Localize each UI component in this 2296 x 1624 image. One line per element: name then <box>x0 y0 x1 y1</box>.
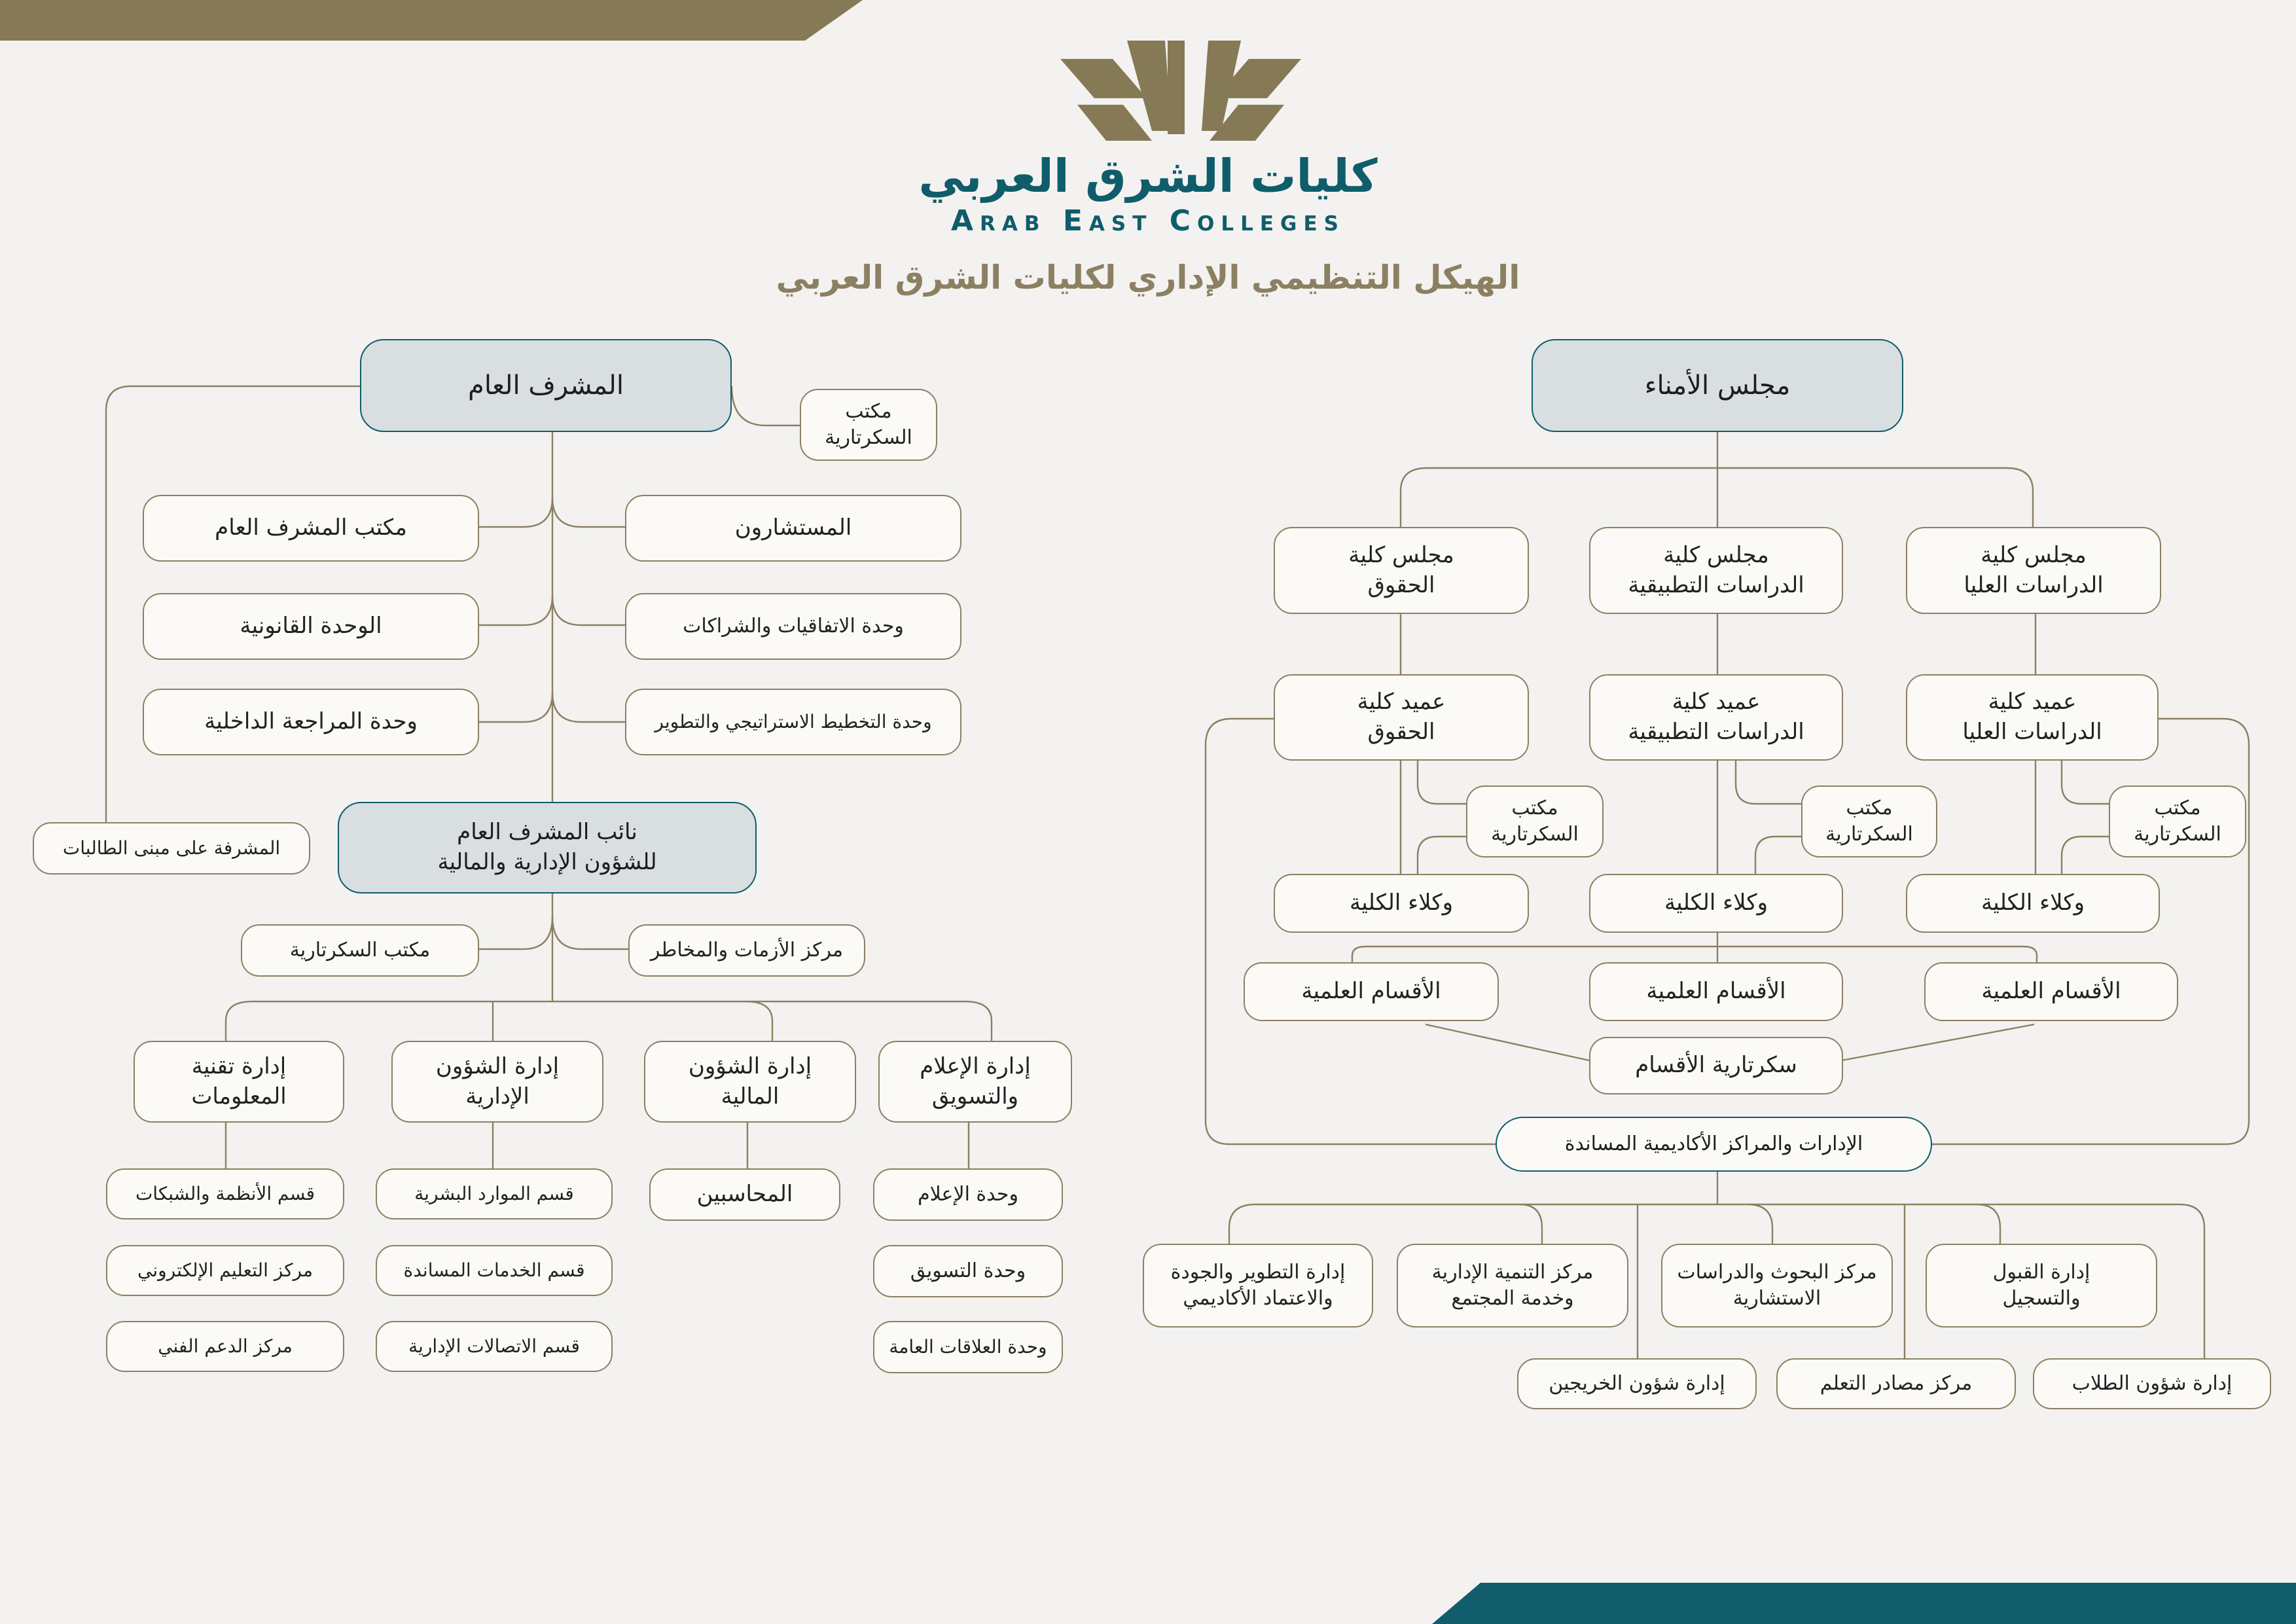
female-building-supervisor-box: المشرفة على مبنى الطالبات <box>33 822 310 875</box>
advisors-box: المستشارون <box>625 495 961 562</box>
board-of-trustees-box: مجلس الأمناء <box>1532 339 1903 432</box>
tech-support-center-box: مركز الدعم الفني <box>106 1321 344 1372</box>
dean-applied-box: عميد كلية الدراسات التطبيقية <box>1589 674 1843 761</box>
council-applied-box: مجلس كلية الدراسات التطبيقية <box>1589 527 1843 614</box>
alumni-affairs-box: إدارة شؤون الخريجين <box>1517 1358 1757 1409</box>
dean-law-box: عميد كلية الحقوق <box>1274 674 1529 761</box>
media-marketing-dept-box: إدارة الإعلام والتسويق <box>878 1041 1072 1123</box>
academic-depts-law-box: الأقسام العلمية <box>1244 962 1499 1021</box>
logo-english-text: Arab East Colleges <box>951 204 1345 238</box>
internal-audit-unit-box: وحدة المراجعة الداخلية <box>143 689 479 755</box>
financial-affairs-dept-box: إدارة الشؤون المالية <box>644 1041 856 1123</box>
learning-resources-box: مركز مصادر التعلم <box>1776 1358 2016 1409</box>
accountants-box: المحاسبين <box>649 1168 840 1221</box>
depts-secretariat-box: سكرتارية الأقسام <box>1589 1037 1843 1094</box>
admin-communications-box: قسم الاتصالات الإدارية <box>376 1321 613 1372</box>
secretary-office-box: مكتب السكرتارية <box>241 924 479 977</box>
systems-networks-box: قسم الأنظمة والشبكات <box>106 1168 344 1219</box>
general-supervisor-box: المشرف العام <box>360 339 732 432</box>
admin-development-center-box: مركز التنمية الإدارية وخدمة المجتمع <box>1397 1244 1628 1327</box>
deputy-supervisor-box: نائب المشرف العام للشؤون الإدارية والمالية <box>338 802 757 893</box>
support-services-box: قسم الخدمات المساندة <box>376 1245 613 1296</box>
research-center-box: مركز البحوث والدراسات الاستشارية <box>1661 1244 1893 1327</box>
development-quality-box: إدارة التطوير والجودة والاعتماد الأكاديمي <box>1143 1244 1373 1327</box>
vice-deans-law-box: وكلاء الكلية <box>1274 874 1529 933</box>
secretary-office-grad-box: مكتب السكرتارية <box>2109 785 2246 857</box>
crisis-center-box: مركز الأزمات والمخاطر <box>628 924 865 977</box>
elearning-center-box: مركز التعليم الإلكتروني <box>106 1245 344 1296</box>
it-dept-box: إدارة تقنية المعلومات <box>134 1041 344 1123</box>
pr-unit-box: وحدة العلاقات العامة <box>873 1321 1063 1373</box>
general-supervisor-office-box: مكتب المشرف العام <box>143 495 479 562</box>
council-grad-box: مجلس كلية الدراسات العليا <box>1906 527 2161 614</box>
vice-deans-applied-box: وكلاء الكلية <box>1589 874 1843 933</box>
secretary-office-law-box: مكتب السكرتارية <box>1466 785 1604 857</box>
secretary-office-top-box: مكتب السكرتارية <box>800 389 937 461</box>
secretary-office-applied-box: مكتب السكرتارية <box>1801 785 1937 857</box>
chart-title: الهيكل التنظيمي الإداري لكليات الشرق العربي <box>776 259 1520 297</box>
council-law-box: مجلس كلية الحقوق <box>1274 527 1529 614</box>
support-admins-box: الإدارات والمراكز الأكاديمية المساندة <box>1496 1117 1932 1172</box>
admin-affairs-dept-box: إدارة الشؤون الإدارية <box>391 1041 603 1123</box>
admission-registration-box: إدارة القبول والتسجيل <box>1926 1244 2157 1327</box>
agreements-unit-box: وحدة الاتفاقيات والشراكات <box>625 593 961 660</box>
vice-deans-grad-box: وكلاء الكلية <box>1906 874 2160 933</box>
marketing-unit-box: وحدة التسويق <box>873 1245 1063 1297</box>
hr-section-box: قسم الموارد البشرية <box>376 1168 613 1219</box>
legal-unit-box: الوحدة القانونية <box>143 593 479 660</box>
media-unit-box: وحدة الإعلام <box>873 1168 1063 1221</box>
academic-depts-applied-box: الأقسام العلمية <box>1589 962 1843 1021</box>
logo-arabic-text: كليات الشرق العربي <box>918 149 1378 203</box>
strategic-planning-unit-box: وحدة التخطيط الاستراتيجي والتطوير <box>625 689 961 755</box>
academic-depts-grad-box: الأقسام العلمية <box>1924 962 2178 1021</box>
student-affairs-box: إدارة شؤون الطلاب <box>2033 1358 2271 1409</box>
dean-grad-box: عميد كلية الدراسات العليا <box>1906 674 2159 761</box>
